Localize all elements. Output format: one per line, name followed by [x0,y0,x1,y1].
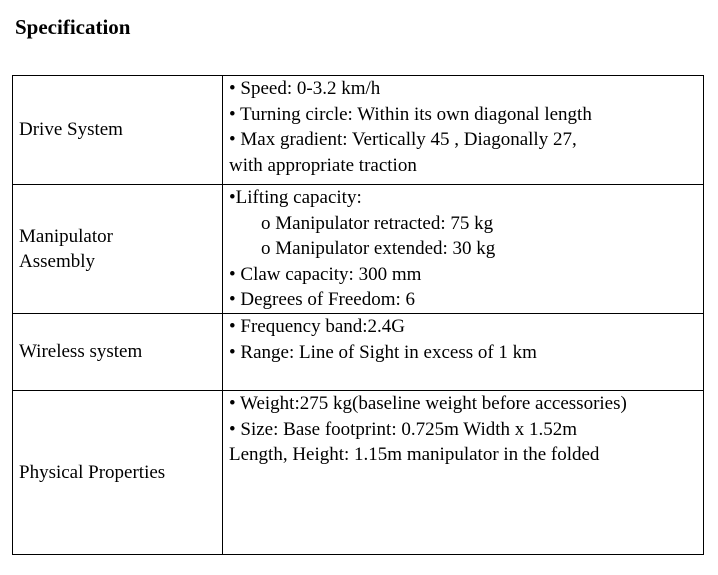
row-label-physical-properties [13,391,223,555]
label-text: Manipulator [19,225,113,247]
table-row [13,391,704,555]
detail-line: • Weight:275 kg(baseline weight before accessories) [229,393,627,414]
row-details-physical-properties [223,391,704,555]
detail-line: • Degrees of Freedom: 6 [229,289,416,310]
label-text: Drive System [19,119,123,141]
table-row [13,314,704,391]
detail-line: with appropriate traction [229,154,417,176]
detail-line: • Range: Line of Sight in excess of 1 km [229,341,537,363]
detail-line: •Lifting capacity: [229,187,362,208]
row-label-manipulator-assembly [13,185,223,314]
label-text: Wireless system [19,341,143,363]
label-text: Assembly [19,251,95,272]
detail-line: • Speed: 0-3.2 km/h [229,78,381,99]
table-row [13,185,704,314]
specification-table [12,75,704,555]
detail-subline: o Manipulator extended: 30 kg [261,238,496,259]
row-details-wireless-system [223,314,704,391]
page-title: Specification [15,15,131,39]
label-text: Physical Properties [19,461,166,483]
detail-subline: o Manipulator retracted: 75 kg [261,212,494,234]
detail-line: • Claw capacity: 300 mm [229,263,422,285]
detail-line: • Frequency band:2.4G [229,316,406,337]
detail-line: • Size: Base footprint: 0.725m Width x 1.52m [229,418,578,440]
row-details-drive-system [223,76,704,185]
detail-line: • Max gradient: Vertically 45 , Diagonally 27, [229,129,577,150]
table-row [13,76,704,185]
detail-line: Length, Height: 1.15m manipulator in the folded [229,444,600,465]
row-label-drive-system [13,76,223,185]
detail-line: • Turning circle: Within its own diagonal length [229,103,592,125]
row-label-wireless-system [13,314,223,391]
row-details-manipulator-assembly [223,185,704,314]
